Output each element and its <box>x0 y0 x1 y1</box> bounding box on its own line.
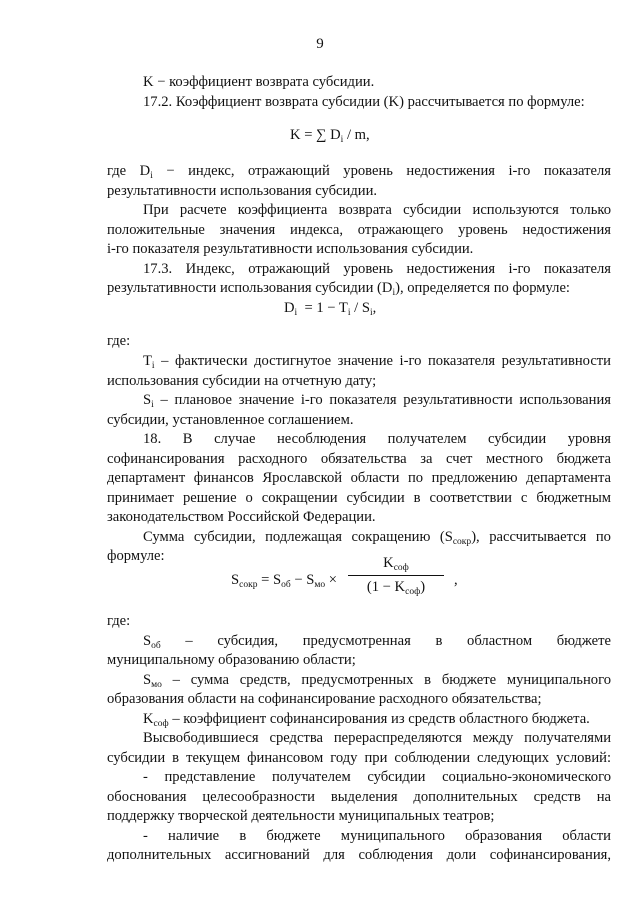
paragraph-ti-line1 <box>107 352 611 372</box>
text: – фактически достигнутое значение i-го показателя результативности <box>154 353 611 369</box>
paragraph-smo-line2 <box>107 690 611 710</box>
text: где: <box>107 613 131 629</box>
paragraph-sob-line1 <box>107 632 611 652</box>
text: дополнительных ассигнований для соблюдения доли софинансирования, <box>107 847 611 863</box>
text: T <box>143 353 152 369</box>
paragraph-ksof <box>107 710 611 730</box>
formula-text: , <box>372 300 377 316</box>
subscript: i <box>340 135 344 145</box>
formula-comma: , <box>454 572 458 588</box>
subscript: i <box>150 171 153 181</box>
paragraph-di-definition <box>107 162 611 182</box>
text: − индекс, отражающий уровень недостижения i-го показателя <box>152 163 611 179</box>
paragraph-calc-line3 <box>107 240 611 260</box>
text: использования субсидии на отчетную дату; <box>107 373 377 389</box>
text: 17.3. Индекс, отражающий уровень недостижения i-го показателя <box>143 261 611 277</box>
subscript: i <box>151 361 155 371</box>
subscript: об <box>281 580 291 590</box>
subscript: соф <box>153 719 169 729</box>
text: K − коэффициент возврата субсидии. <box>143 74 375 90</box>
text: 18. В случае несоблюдения получателем субсидии уровня <box>143 431 611 447</box>
text: муниципальному образованию области; <box>107 652 356 668</box>
text: формуле: <box>107 548 165 564</box>
text: где D <box>107 163 151 179</box>
paragraph-redistribution-line2 <box>107 749 611 769</box>
list-item-condition-2-line2 <box>107 846 611 866</box>
subscript: мо <box>314 580 326 590</box>
text: Высвободившиеся средства перераспределяются между получателями <box>143 730 611 746</box>
paragraph-18-line3 <box>107 469 611 489</box>
text: результативности использования субсидии. <box>107 183 378 199</box>
paragraph-17-2 <box>107 93 611 113</box>
text: S <box>143 392 152 408</box>
label-gde-2 <box>107 612 611 632</box>
subscript: об <box>151 641 161 651</box>
paragraph-si-line1 <box>107 391 611 411</box>
text: – коэффициент софинансирования из средств областного бюджета. <box>168 711 590 727</box>
label-gde-1 <box>107 332 611 352</box>
text: При расчете коэффициента возврата субсидии используются только <box>143 202 611 218</box>
paragraph-calc-line1 <box>107 201 611 221</box>
formula-text: (1 − K <box>366 579 406 595</box>
subscript: соф <box>393 563 409 573</box>
text: результативности использования субсидии (D <box>107 280 393 296</box>
paragraph-ti-line2 <box>107 372 611 392</box>
paragraph-redistribution-line1 <box>107 729 611 749</box>
text: софинансирования расходного обязательства за счет местного бюджета <box>107 451 611 467</box>
formula-text: ) <box>420 579 426 595</box>
text: – плановое значение i-го показателя результативности использования <box>153 392 611 408</box>
formula-di <box>284 300 376 317</box>
list-item-condition-1-line3 <box>107 807 611 827</box>
text: S <box>143 633 152 649</box>
page-number: 9 <box>316 36 324 52</box>
subscript: мо <box>151 680 162 690</box>
subscript: сокр <box>452 537 472 547</box>
text: департамент финансов Ярославской области по предложению департамента <box>107 470 611 486</box>
formula-denominator <box>348 579 444 596</box>
subscript: сокр <box>239 580 258 590</box>
text: – сумма средств, предусмотренных в бюджете муниципального <box>161 672 611 688</box>
paragraph-17-3-line2 <box>107 279 611 299</box>
subscript: i <box>151 400 154 410</box>
formula-text: S <box>231 572 240 588</box>
formula-text: = S <box>257 572 282 588</box>
text: где: <box>107 333 131 349</box>
paragraph-18-line5 <box>107 508 611 528</box>
paragraph-sob-line2 <box>107 651 611 671</box>
text: ), определяется по формуле: <box>395 280 570 296</box>
formula-text: = 1 − T <box>297 300 348 316</box>
text: S <box>143 672 152 688</box>
paragraph-sum-line1 <box>107 528 611 548</box>
paragraph-si-line2 <box>107 411 611 431</box>
formula-numerator <box>348 555 444 572</box>
paragraph-calc-line2 <box>107 221 611 241</box>
formula-ssokr-lhs <box>231 572 337 589</box>
paragraph-18-line2 <box>107 450 611 470</box>
formula-text: K <box>383 555 394 571</box>
formula-text: / m, <box>343 127 370 143</box>
text: обоснования целесообразности выделения дополнительных средств на <box>107 789 611 805</box>
subscript: i <box>369 308 373 318</box>
paragraph-k-definition <box>107 73 611 93</box>
text: образования области на софинансирование расходного обязательства; <box>107 691 542 707</box>
formula-text: − S <box>290 572 315 588</box>
paragraph-smo-line1 <box>107 671 611 691</box>
text: - представление получателем субсидии социально-экономического <box>143 769 611 785</box>
text: Сумма субсидии, подлежащая сокращению (S <box>143 529 453 545</box>
text: 17.2. Коэффициент возврата субсидии (K) рассчитывается по формуле: <box>143 94 585 110</box>
paragraph-17-3-line1 <box>107 260 611 280</box>
formula-text: D <box>284 300 295 316</box>
formula-text: × <box>325 572 338 588</box>
fraction-line <box>348 575 444 576</box>
list-item-condition-1-line1 <box>107 768 611 788</box>
list-item-condition-2-line1 <box>107 827 611 847</box>
formula-text: K = ∑ D <box>290 127 341 143</box>
text: законодательством Российской Федерации. <box>107 509 376 525</box>
paragraph-18-line1 <box>107 430 611 450</box>
text: – субсидия, предусмотренная в областном бюджете <box>160 633 611 649</box>
text: положительные значения индекса, отражающего уровень недостижения <box>107 222 611 238</box>
paragraph-18-line4 <box>107 489 611 509</box>
text: i-го показателя результативности использования субсидии. <box>107 241 474 257</box>
subscript: i <box>294 308 298 318</box>
subscript: соф <box>405 587 421 597</box>
text: поддержку творческой деятельности муниципальных театров; <box>107 808 495 824</box>
text: K <box>143 711 154 727</box>
text: ), рассчитывается по <box>471 529 611 545</box>
subscript: i <box>347 308 351 318</box>
text: - наличие в бюджете муниципального образования области <box>143 828 611 844</box>
formula-text: / S <box>350 300 370 316</box>
subscript: i <box>392 288 396 298</box>
text: субсидии в текущем финансовом году при соблюдении следующих условий: <box>107 750 611 766</box>
formula-k <box>290 127 370 144</box>
text: субсидии, установленное соглашением. <box>107 412 354 428</box>
paragraph-di-definition-cont <box>107 182 611 202</box>
list-item-condition-1-line2 <box>107 788 611 808</box>
text: принимает решение о сокращении субсидии в соответствии с бюджетным <box>107 490 611 506</box>
